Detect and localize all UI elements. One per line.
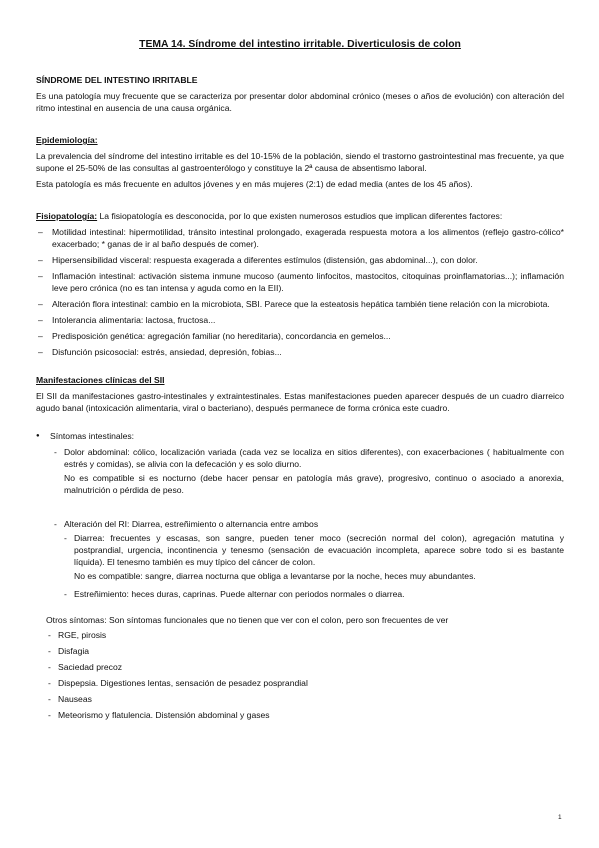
list-item: – Hipersensibilidad visceral: respuesta exagerada a diferentes estímulos (distensión, gas abdominal...), con dolor.	[36, 254, 564, 266]
epidemiologia-p2: Esta patología es más frecuente en adultos jóvenes y en más mujeres (2:1) de edad media (antes de los 45 años).	[36, 179, 473, 189]
fisiopatologia-intro-text: La fisiopatología es desconocida, por lo que existen numerosos estudios que implican diferentes factores:	[97, 211, 503, 221]
list-item: - Disfagia	[48, 645, 564, 657]
sii-intro: Es una patología muy frecuente que se caracteriza por presentar dolor abdominal crónico (meses o años de evolución) con alteración del ritmo intestinal en ausencia de una causa orgánica.	[36, 91, 564, 113]
section-heading-sii: SÍNDROME DEL INTESTINO IRRITABLE	[36, 75, 198, 85]
list-item: – Motilidad intestinal: hipermotilidad, tránsito intestinal prolongado, exagerada respuesta motora a los alimentos (reflejo gastro-cólico* exacerbado; * ganas de ir al baño después de comer).	[36, 226, 564, 250]
dolor-abdominal-item: - Dolor abdominal: cólico, localización variada (cada vez se localiza en sitios diferentes), con exacerbaciones ( habitualmente con estrés y comidas), se alivia con la defecación y es solo diurno.	[54, 446, 564, 470]
diarrea-item: - Diarrea: frecuentes y escasas, son sangre, pueden tener moco (secreción normal del colon), agregación matutina y postprandial, urgencia, incontinencia y tenesmo (sensación de evacuación incompleta, aparece sobre todo si es bastante líquida). El tenesmo también es muy típico del cáncer de colon.	[64, 532, 564, 568]
page-number: 1	[558, 814, 562, 821]
list-item: - Dispepsia. Digestiones lentas, sensación de pesadez posprandial	[48, 677, 564, 689]
fisiopatologia-intro	[36, 210, 564, 222]
list-item: - Saciedad precoz	[48, 661, 564, 673]
otros-sintomas-list	[48, 629, 564, 721]
manifestaciones-intro: El SII da manifestaciones gastro-intestinales y extraintestinales. Estas manifestaciones pueden aparecer después de un cuadro diarreico agudo banal (intoxicación alimentaria, viral o bacteriano), después permanece de forma crónica este cuadro.	[36, 391, 564, 413]
manifestaciones-section	[36, 374, 564, 600]
diarrea-no-compatible: No es compatible: sangre, diarrea nocturna que obliga a levantarse por la noche, heces muy abundantes.	[74, 571, 476, 581]
epidemiologia-section	[36, 134, 564, 190]
alteracion-subitems	[64, 532, 564, 600]
section-heading-fisiopatologia: Fisiopatología:	[36, 211, 98, 221]
list-item: - Meteorismo y flatulencia. Distensión abdominal y gases	[48, 709, 564, 721]
estrenimiento-item: - Estreñimiento: heces duras, caprinas. Puede alternar con periodos normales o diarrea.	[64, 588, 564, 600]
alteracion-block	[54, 518, 564, 600]
list-item: - RGE, pirosis	[48, 629, 564, 641]
dolor-block	[54, 446, 564, 496]
dolor-no-compatible: No es compatible si es nocturno (debe hacer pensar en patología más grave), progresivo, continuo o asociado a anorexia, malnutrición o pérdida de peso.	[64, 473, 564, 495]
list-item: – Intolerancia alimentaria: lactosa, fructosa...	[36, 314, 564, 326]
list-item: – Predisposición genética: agregación familiar (no hereditaria), concordancia en gemelos...	[36, 330, 564, 342]
document-title: TEMA 14. Síndrome del intestino irritable. Diverticulosis de colon	[139, 39, 461, 50]
document-page	[36, 38, 564, 725]
sintomas-intestinales-label: ● Síntomas intestinales:	[36, 430, 564, 442]
list-item: – Disfunción psicosocial: estrés, ansiedad, depresión, fobias...	[36, 346, 564, 358]
section-heading-epidemiologia: Epidemiología:	[36, 135, 98, 145]
fisiopatologia-section	[36, 210, 564, 358]
list-item: – Inflamación intestinal: activación sistema inmune mucoso (aumento linfocitos, mastocitos, citoquinas proinflamatorias...); inflamación leve pero crónica (no es tan intensa y aguda como en la EII).	[36, 270, 564, 294]
fisiopatologia-list	[36, 226, 564, 358]
alteracion-ri-item: - Alteración del RI: Diarrea, estreñimiento o alternancia entre ambos	[54, 518, 564, 530]
list-item: - Nauseas	[48, 693, 564, 705]
otros-sintomas-intro: Otros síntomas: Son síntomas funcionales que no tienen que ver con el colon, pero son frecuentes de ver	[46, 615, 449, 625]
section-heading-manifestaciones: Manifestaciones clínicas del SII	[36, 375, 165, 385]
epidemiologia-p1: La prevalencia del síndrome del intestino irritable es del 10-15% de la población, siendo el trastorno gastrointestinal mas frecuente, ya que supone el 25-50% de las consultas al gastroenterólogo y constituye la 2ª causa de absentismo laboral.	[36, 151, 564, 173]
list-item: – Alteración flora intestinal: cambio en la microbiota, SBI. Parece que la esteatosis hepática también tiene relación con la microbiota.	[36, 298, 564, 310]
